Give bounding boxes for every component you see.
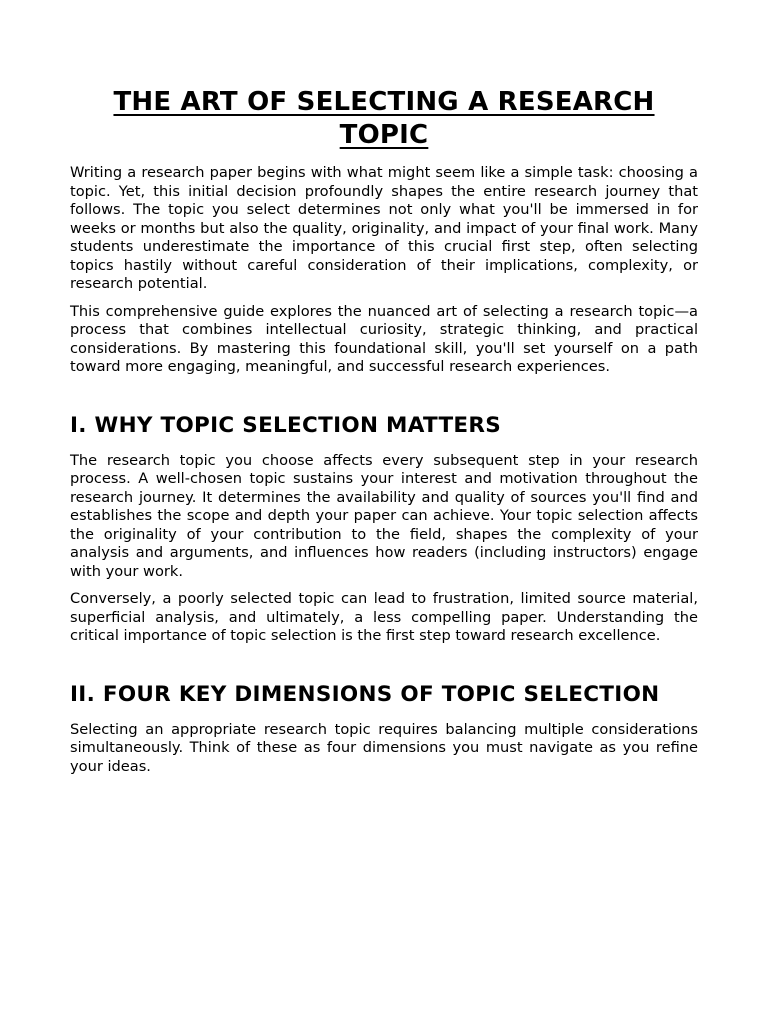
section-heading: II. FOUR KEY DIMENSIONS OF TOPIC SELECTION bbox=[70, 681, 660, 707]
intro-paragraph: Writing a research paper begins with what might seem like a simple task: choosing a topic. Yet, this initial decision profoundly shapes the entire research journey that follows. The topic you select determines not only what you'll be immersed in for weeks or months but also the quality, originality, and impact of your final work. Many students underestimate the importance of this crucial first step, often selecting topics hastily without careful consideration of their implications, complexity, or research potential. bbox=[70, 164, 698, 292]
section-paragraph: Selecting an appropriate research topic requires balancing multiple considerations simultaneously. Think of these as four dimensions you must navigate as you refine your ideas. bbox=[70, 720, 698, 775]
section-heading: I. WHY TOPIC SELECTION MATTERS bbox=[70, 412, 502, 438]
section-paragraph: The research topic you choose affects every subsequent step in your research process. A well-chosen topic sustains your interest and motivation throughout the research journey. It determines the availability and quality of sources you'll find and establishes the scope and depth your paper can achieve. Your topic selection affects the originality of your contribution to the field, shapes the complexity of your analysis and arguments, and influences how readers (including instructors) engage with your work. bbox=[70, 451, 698, 580]
document-title: THE ART OF SELECTING A RESEARCH TOPIC bbox=[113, 87, 655, 150]
section-paragraph: Conversely, a poorly selected topic can lead to frustration, limited source material, superficial analysis, and ultimately, a less compelling paper. Understanding the critical importance of topic selection is the first step toward research excellence. bbox=[70, 590, 698, 644]
intro-paragraph: This comprehensive guide explores the nuanced art of selecting a research topic—a process that combines intellectual curiosity, strategic thinking, and practical considerations. By mastering this foundational skill, you'll set yourself on a path toward more engaging, meaningful, and successful research experiences. bbox=[70, 302, 698, 375]
